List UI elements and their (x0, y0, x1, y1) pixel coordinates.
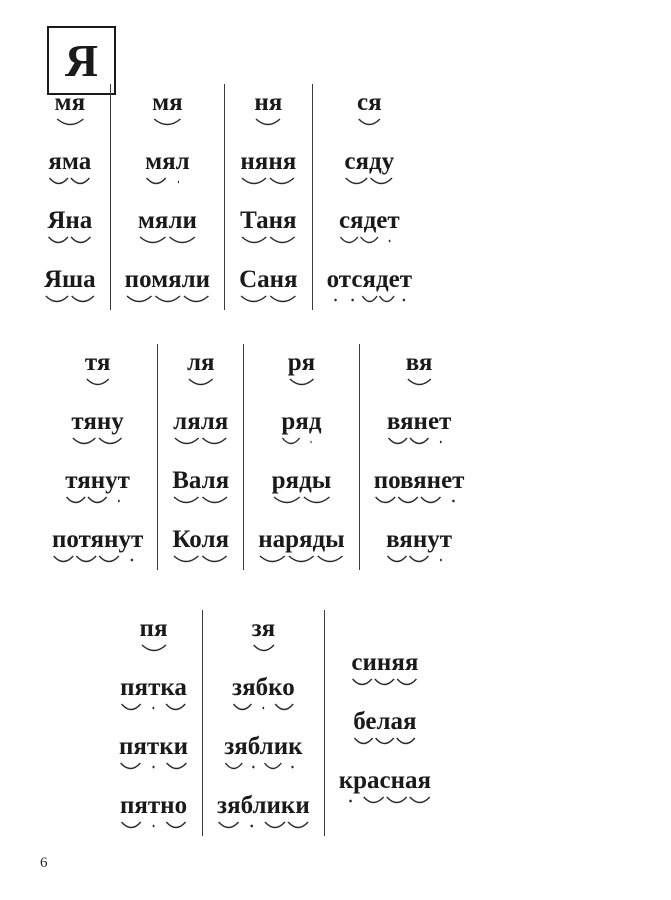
word-text: вя (405, 349, 433, 376)
word-text: яма (48, 148, 92, 175)
word-item (244, 527, 359, 570)
word-item (330, 149, 408, 192)
syllable-marks (239, 294, 297, 309)
word-text: зяблик (224, 733, 303, 760)
syllable-marks (386, 554, 452, 569)
word-text: мя (152, 89, 183, 116)
word-item (34, 149, 105, 192)
syllable-marks (187, 377, 215, 392)
syllable-marks (120, 702, 187, 717)
word-text: пятка (120, 674, 187, 701)
word-text: пя (139, 615, 168, 642)
syllable-marks (339, 795, 431, 810)
word-item (138, 90, 197, 133)
word-text: пятки (119, 733, 189, 760)
word-item (325, 208, 414, 251)
syllable-marks (145, 176, 190, 191)
word-text: мял (145, 148, 190, 175)
syllable-marks (387, 436, 451, 451)
word-item (258, 468, 346, 511)
syllable-marks (140, 643, 168, 658)
word-text: ряд (281, 408, 322, 435)
word-text: ляля (173, 408, 229, 435)
syllable-marks (172, 554, 229, 569)
word-column (312, 84, 426, 310)
word-text: мя (54, 89, 86, 116)
word-item (274, 350, 329, 393)
syllable-marks (119, 761, 188, 776)
syllable-marks (272, 495, 332, 510)
syllable-marks (71, 436, 123, 451)
word-text: вянут (386, 526, 453, 553)
word-column (324, 610, 445, 836)
syllable-marks (406, 377, 433, 392)
word-text: белая (353, 708, 417, 735)
word-text: няня (240, 148, 297, 175)
syllable-marks (374, 495, 465, 510)
syllable-marks (44, 294, 96, 309)
word-item (106, 793, 201, 836)
word-item (124, 208, 211, 251)
word-text: мяли (137, 207, 197, 234)
word-item (373, 409, 465, 452)
syllable-marks (52, 554, 143, 569)
word-block-3 (105, 610, 445, 836)
word-text: повянет (373, 467, 465, 494)
syllable-marks (48, 176, 91, 191)
word-item (33, 208, 106, 251)
syllable-marks (353, 736, 416, 751)
word-column (38, 344, 157, 570)
letter-glyph: Я (64, 34, 99, 86)
syllable-marks (173, 436, 228, 451)
word-column (105, 610, 202, 836)
syllable-marks (47, 235, 92, 250)
word-item (226, 149, 310, 192)
word-column (202, 610, 324, 836)
syllable-marks (252, 643, 276, 658)
word-text: тянут (65, 467, 130, 494)
word-text: синяя (351, 649, 419, 676)
word-item (105, 734, 202, 777)
word-column (30, 84, 110, 310)
word-text: ряды (271, 467, 332, 494)
syllable-marks (357, 117, 382, 132)
word-item (240, 90, 296, 133)
syllable-marks (217, 820, 310, 835)
word-text: отсядет (326, 266, 412, 293)
word-text: зяблики (217, 792, 310, 819)
syllable-marks (65, 495, 130, 510)
word-item (238, 616, 290, 659)
word-text: помяли (124, 266, 211, 293)
word-text: сядет (338, 207, 400, 234)
word-item (30, 267, 110, 310)
word-item (210, 734, 316, 777)
word-block-1 (30, 84, 426, 310)
word-item (41, 90, 100, 133)
syllable-marks (344, 176, 394, 191)
syllable-marks (288, 377, 315, 392)
word-item (126, 616, 182, 659)
word-text: Саня (239, 266, 298, 293)
word-item (57, 409, 137, 452)
word-item (38, 527, 157, 570)
word-item (71, 350, 124, 393)
syllable-marks (327, 294, 412, 309)
word-item (111, 267, 224, 310)
word-item (226, 208, 310, 251)
word-column (157, 344, 243, 570)
word-item (106, 675, 201, 718)
syllable-marks (339, 235, 400, 250)
word-item (339, 709, 430, 752)
syllable-marks (258, 554, 345, 569)
word-item (313, 267, 426, 310)
word-item (343, 90, 396, 133)
word-column (110, 84, 224, 310)
syllable-marks (240, 235, 296, 250)
word-column (243, 344, 359, 570)
word-text: ря (287, 349, 316, 376)
word-item (337, 650, 432, 693)
word-text: зя (251, 615, 276, 642)
word-text: Коля (172, 526, 230, 553)
word-text: потянут (52, 526, 144, 553)
syllable-marks (281, 436, 321, 451)
word-item (392, 350, 447, 393)
word-text: вянет (386, 408, 452, 435)
syllable-marks (138, 235, 197, 250)
syllable-marks (232, 702, 295, 717)
word-text: зябко (232, 674, 295, 701)
word-text: пятно (119, 792, 188, 819)
word-text: сяду (344, 148, 395, 175)
word-item (372, 527, 466, 570)
word-text: ся (356, 89, 382, 116)
syllable-marks (172, 495, 229, 510)
word-text: Валя (172, 467, 230, 494)
word-item (218, 675, 309, 718)
word-item (203, 793, 324, 836)
word-item (225, 267, 311, 310)
word-text: красная (338, 767, 432, 794)
page-number: 6 (40, 855, 48, 871)
syllable-marks (224, 761, 302, 776)
word-text: Яна (47, 207, 93, 234)
word-item (158, 468, 243, 511)
syllable-marks (254, 117, 282, 132)
word-column (359, 344, 479, 570)
word-column (224, 84, 311, 310)
word-item (159, 409, 242, 452)
word-item (51, 468, 144, 511)
word-item (360, 468, 479, 511)
syllable-marks (240, 176, 296, 191)
word-item (267, 409, 335, 452)
word-item (173, 350, 229, 393)
syllable-marks (152, 117, 183, 132)
word-text: ля (186, 349, 215, 376)
word-text: Яша (44, 266, 96, 293)
word-text: Таня (240, 207, 297, 234)
syllable-marks (85, 377, 110, 392)
syllable-marks (55, 117, 86, 132)
word-item (325, 768, 445, 811)
word-text: тяну (71, 408, 124, 435)
word-item (131, 149, 204, 192)
syllable-marks (351, 677, 418, 692)
word-text: тя (84, 349, 111, 376)
syllable-marks (120, 820, 187, 835)
syllable-marks (125, 294, 210, 309)
word-item (158, 527, 243, 570)
word-text: наряды (258, 526, 345, 553)
word-block-2 (38, 344, 478, 570)
word-text: ня (254, 89, 283, 116)
